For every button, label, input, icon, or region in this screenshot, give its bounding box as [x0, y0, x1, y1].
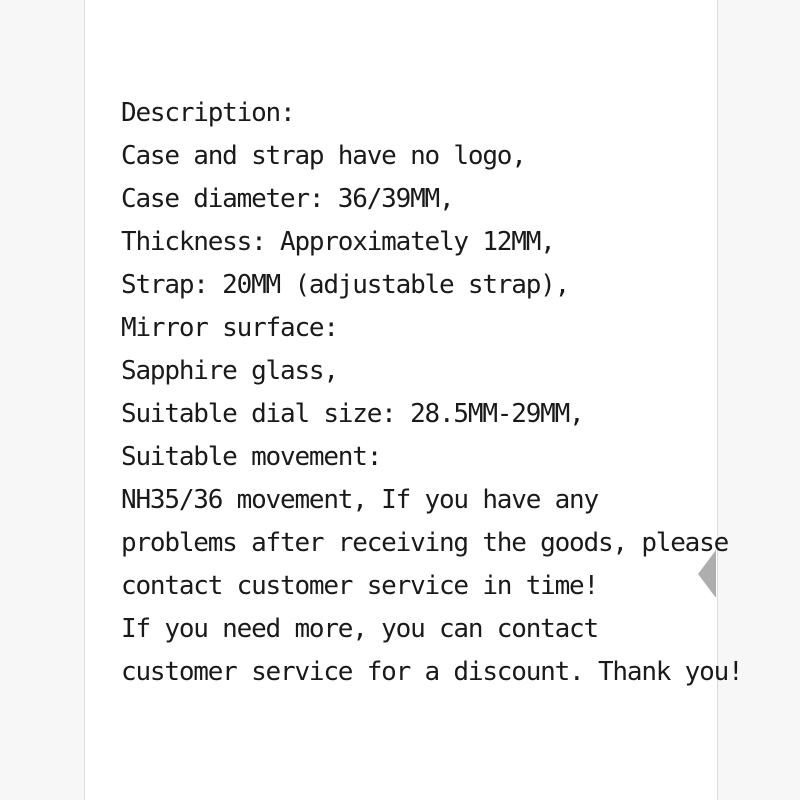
description-text — [121, 92, 743, 694]
description-heading: Description: — [121, 98, 295, 128]
text-line: Case and strap have no logo, — [121, 141, 526, 171]
text-line: Mirror surface: — [121, 313, 338, 343]
text-line: Sapphire glass, — [121, 356, 338, 386]
text-line: Suitable movement: — [121, 442, 382, 472]
text-line: Strap: 20MM (adjustable strap), — [121, 270, 570, 300]
text-line: customer service for a discount. Thank you! — [121, 657, 743, 687]
text-line: contact customer service in time! — [121, 571, 598, 601]
text-line: Suitable dial size: 28.5MM-29MM, — [121, 399, 584, 429]
text-line: problems after receiving the goods, please — [121, 528, 729, 558]
text-line: If you need more, you can contact — [121, 614, 598, 644]
text-line: Case diameter: 36/39MM, — [121, 184, 454, 214]
text-line: NH35/36 movement, If you have any — [121, 485, 598, 515]
text-line: Thickness: Approximately 12MM, — [121, 227, 555, 257]
